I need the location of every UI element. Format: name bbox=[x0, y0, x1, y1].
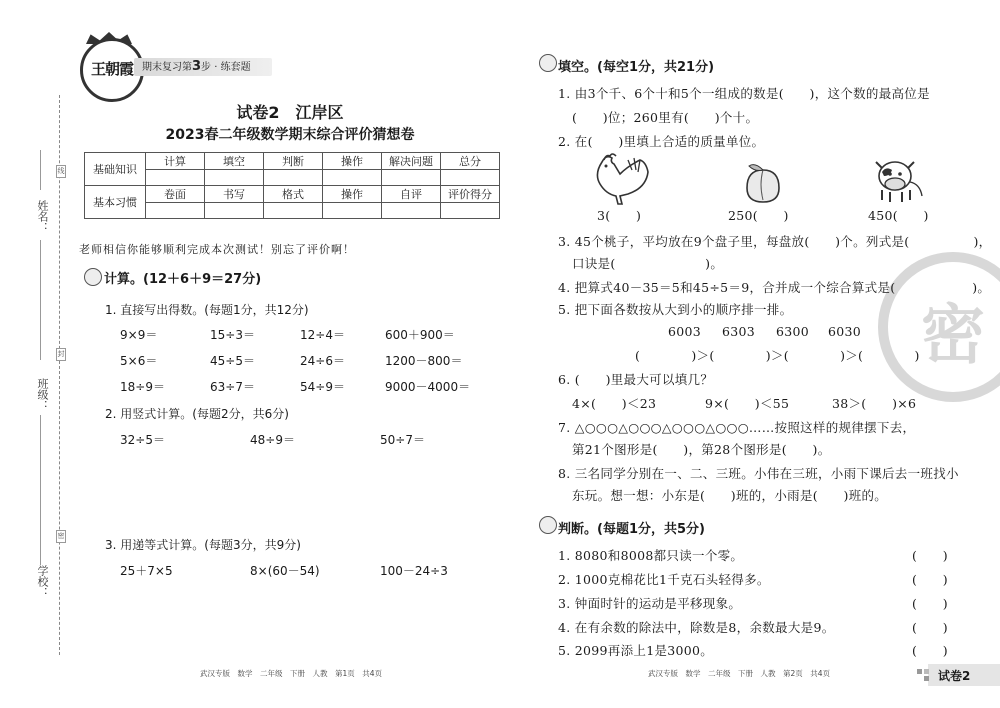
score-cell[interactable] bbox=[323, 170, 382, 186]
binding-mark-bot: 密 bbox=[56, 530, 66, 543]
table-cell: 评价得分 bbox=[441, 186, 500, 203]
table-cell: 书写 bbox=[205, 186, 264, 203]
calc-q1-title: 1. 直接写出得数。(每题1分，共12分) bbox=[105, 303, 309, 317]
calc-item: 45÷5＝ bbox=[210, 354, 255, 368]
judge-item: 4. 在有余数的除法中，除数是8，余数最大是9。 bbox=[558, 620, 835, 635]
calc-item: 100－24÷3 bbox=[380, 564, 448, 578]
score-cell[interactable] bbox=[441, 170, 500, 186]
judge-item: 5. 2099再添上1是3000。 bbox=[558, 643, 714, 658]
calc-item: 5×6＝ bbox=[120, 354, 158, 368]
calc-item: 8×(60－54) bbox=[250, 564, 320, 578]
name-label: 姓名： bbox=[36, 200, 49, 233]
footer-right: 武汉专版 数学 二年级 下册 人教 第2页 共4页 bbox=[648, 669, 831, 678]
peach-icon bbox=[740, 160, 786, 206]
cow-icon bbox=[868, 152, 928, 206]
calc-item: 32÷5＝ bbox=[120, 433, 165, 447]
footer-left: 武汉专版 数学 二年级 下册 人教 第1页 共4页 bbox=[200, 669, 383, 678]
calc-item: 54÷9＝ bbox=[300, 380, 345, 394]
judge-item: 2. 1000克棉花比1千克石头轻得多。 bbox=[558, 572, 770, 587]
fill-q7b: 第21个图形是( )，第28个图形是( )。 bbox=[572, 442, 831, 457]
judge-paren[interactable]: ( ) bbox=[912, 572, 948, 587]
calc-section-title: 计算。(12＋6＋9＝27分) bbox=[104, 272, 262, 287]
fill-q8a: 8. 三名同学分别在一、二、三班。小伟在三班，小雨下课后去一班找小 bbox=[558, 466, 959, 481]
score-cell[interactable] bbox=[205, 203, 264, 219]
binding-mark-top: 线 bbox=[56, 165, 66, 178]
fill-q6: 6. ( )里最大可以填几？ bbox=[558, 372, 714, 387]
grade-table bbox=[84, 152, 500, 219]
calc-item: 50÷7＝ bbox=[380, 433, 425, 447]
calc-item: 48÷9＝ bbox=[250, 433, 295, 447]
judge-section-title: 判断。(每题1分，共5分) bbox=[558, 522, 705, 537]
fill-q5-num: 6300 bbox=[776, 324, 810, 339]
fill-q3a: 3. 45个桃子，平均放在9个盘子里，每盘放( )个。列式是( )， bbox=[558, 234, 992, 249]
banner-pre: 期末复习第 bbox=[142, 62, 192, 73]
fill-q2: 2. 在( )里填上合适的质量单位。 bbox=[558, 134, 765, 149]
mascot-icon bbox=[539, 54, 557, 72]
score-cell[interactable] bbox=[146, 203, 205, 219]
table-row-head: 基础知识 bbox=[85, 153, 146, 186]
table-cell: 操作 bbox=[323, 153, 382, 170]
fill-q6-item: 4×( )＜23 bbox=[572, 396, 657, 411]
calc-q2-title: 2. 用竖式计算。(每题2分，共6分) bbox=[105, 407, 289, 421]
table-cell: 卷面 bbox=[146, 186, 205, 203]
judge-item: 1. 8080和8008都只读一个零。 bbox=[558, 548, 744, 563]
calc-item: 1200－800＝ bbox=[385, 354, 463, 368]
table-row bbox=[85, 186, 500, 203]
fill-q7a: 7. △○○○△○○○△○○○△○○○……按照这样的规律摆下去， bbox=[558, 420, 916, 435]
table-row-head: 基本习惯 bbox=[85, 186, 146, 219]
fill-q3b: 口诀是( )。 bbox=[572, 256, 724, 271]
exam-title: 2023春二年级数学期末综合评价猜想卷 bbox=[165, 127, 415, 143]
fill-q2-item: 450( ) bbox=[868, 208, 929, 223]
table-cell: 格式 bbox=[264, 186, 323, 203]
calc-item: 63÷7＝ bbox=[210, 380, 255, 394]
fill-q5-num: 6303 bbox=[722, 324, 756, 339]
class-line bbox=[40, 415, 41, 565]
table-row bbox=[85, 203, 500, 219]
calc-item: 18÷9＝ bbox=[120, 380, 165, 394]
judge-paren[interactable]: ( ) bbox=[912, 548, 948, 563]
seal-stamp bbox=[878, 252, 1000, 402]
fill-q5-num: 6003 bbox=[668, 324, 702, 339]
corner-tab-label: 试卷2 bbox=[938, 669, 971, 683]
fill-q5: 5. 把下面各数按从大到小的顺序排一排。 bbox=[558, 302, 793, 317]
fill-q8b: 东玩。想一想：小东是( )班的，小雨是( )班的。 bbox=[572, 488, 888, 503]
judge-paren[interactable]: ( ) bbox=[912, 596, 948, 611]
table-row bbox=[85, 153, 500, 170]
fill-q5-order: ( )＞( )＞( )＞( ) bbox=[635, 348, 920, 363]
calc-item: 9×9＝ bbox=[120, 328, 158, 342]
fill-q4: 4. 把算式40－35＝5和45÷5＝9，合并成一个综合算式是( )。 bbox=[558, 280, 991, 295]
table-cell: 自评 bbox=[382, 186, 441, 203]
binding-line-top bbox=[40, 150, 41, 190]
table-cell: 判断 bbox=[264, 153, 323, 170]
step-banner bbox=[134, 58, 272, 76]
binding-mark-mid: 封 bbox=[56, 348, 66, 361]
table-cell: 总分 bbox=[441, 153, 500, 170]
judge-paren[interactable]: ( ) bbox=[912, 643, 948, 658]
calc-item: 600＋900＝ bbox=[385, 328, 455, 342]
table-row bbox=[85, 170, 500, 186]
calc-q3-title: 3. 用递等式计算。(每题3分，共9分) bbox=[105, 538, 301, 552]
fill-q2-item: 3( ) bbox=[597, 208, 642, 223]
binding-dashed-line bbox=[59, 95, 60, 655]
class-label: 班级： bbox=[36, 378, 49, 411]
fill-q2-item: 250( ) bbox=[728, 208, 789, 223]
rooster-icon bbox=[588, 152, 650, 206]
score-cell[interactable] bbox=[205, 170, 264, 186]
stamp-char: 密 bbox=[921, 299, 985, 373]
calc-item: 25＋7×5 bbox=[120, 564, 173, 578]
score-cell[interactable] bbox=[264, 203, 323, 219]
paper-title: 试卷2 江岸区 bbox=[236, 103, 344, 122]
mascot-icon bbox=[539, 516, 557, 534]
calc-item: 12÷4＝ bbox=[300, 328, 345, 342]
table-cell: 填空 bbox=[205, 153, 264, 170]
banner-num: 3 bbox=[192, 59, 202, 74]
school-label: 学校： bbox=[36, 565, 49, 598]
name-line bbox=[40, 240, 41, 360]
score-cell[interactable] bbox=[264, 170, 323, 186]
fill-q6-item: 9×( )＜55 bbox=[705, 396, 790, 411]
score-cell[interactable] bbox=[146, 170, 205, 186]
calc-item: 24÷6＝ bbox=[300, 354, 345, 368]
mascot-icon bbox=[84, 268, 102, 286]
fill-section-title: 填空。(每空1分，共21分) bbox=[558, 60, 715, 75]
score-cell[interactable] bbox=[382, 170, 441, 186]
fill-q5-num: 6030 bbox=[828, 324, 862, 339]
score-cell[interactable] bbox=[323, 203, 382, 219]
fill-q1b: ( )位；260里有( )个十。 bbox=[572, 110, 759, 125]
banner-post: 步 · 练套题 bbox=[201, 62, 251, 73]
logo-text: 王朝霞 bbox=[90, 60, 133, 78]
fill-q1a: 1. 由3个千、6个十和5个一组成的数是( )，这个数的最高位是 bbox=[558, 86, 930, 101]
table-cell: 计算 bbox=[146, 153, 205, 170]
table-cell: 解决问题 bbox=[382, 153, 441, 170]
teacher-note: 老师相信你能够顺利完成本次测试！别忘了评价啊！ bbox=[79, 243, 355, 256]
score-cell[interactable] bbox=[441, 203, 500, 219]
score-cell[interactable] bbox=[382, 203, 441, 219]
fill-q6-item: 38＞( )×6 bbox=[832, 396, 917, 411]
judge-paren[interactable]: ( ) bbox=[912, 620, 948, 635]
calc-item: 15÷3＝ bbox=[210, 328, 255, 342]
corner-squares-icon bbox=[917, 669, 929, 681]
calc-item: 9000－4000＝ bbox=[385, 380, 471, 394]
judge-item: 3. 钟面时针的运动是平移现象。 bbox=[558, 596, 742, 611]
table-cell: 操作 bbox=[323, 186, 382, 203]
